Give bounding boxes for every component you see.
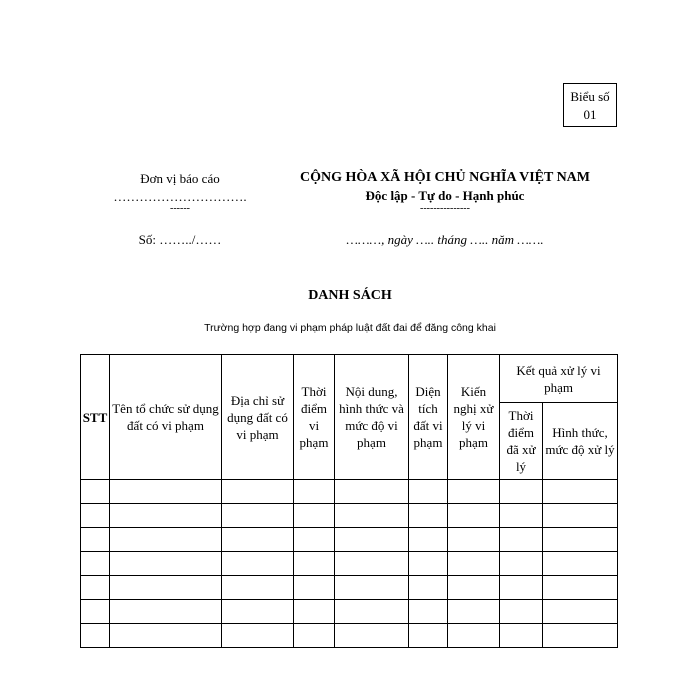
table-row (81, 576, 618, 600)
table-cell (335, 480, 409, 504)
header-stt: STT (81, 355, 110, 480)
table-cell (294, 576, 335, 600)
table-cell (222, 600, 294, 624)
table-cell (500, 528, 543, 552)
table-cell (335, 552, 409, 576)
table-cell (222, 528, 294, 552)
table-cell (81, 480, 110, 504)
table-cell (294, 504, 335, 528)
table-row (81, 600, 618, 624)
table-cell (409, 552, 448, 576)
table-cell (409, 504, 448, 528)
table-cell (543, 528, 618, 552)
table-cell (448, 504, 500, 528)
header-recommendation: Kiến nghị xử lý vi phạm (448, 355, 500, 480)
table-cell (81, 600, 110, 624)
table-row (81, 480, 618, 504)
date-line: ………, ngày ….. tháng ….. năm ……. (346, 232, 544, 247)
table-cell (110, 552, 222, 576)
header-org-address: Địa chỉ sử dụng đất có vi phạm (222, 355, 294, 480)
table-row (81, 552, 618, 576)
table-cell (409, 624, 448, 648)
table-cell (543, 600, 618, 624)
table-cell (500, 576, 543, 600)
table-cell (335, 504, 409, 528)
table-cell (294, 624, 335, 648)
table-cell (294, 600, 335, 624)
violation-table (80, 354, 618, 648)
table-cell (110, 600, 222, 624)
table-cell (81, 624, 110, 648)
table-cell (222, 480, 294, 504)
header-org-name: Tên tổ chức sử dụng đất có vi phạm (110, 355, 222, 480)
table-cell (448, 576, 500, 600)
table-cell (81, 528, 110, 552)
table-cell (110, 624, 222, 648)
unit-dots: …………………………. (113, 189, 247, 204)
header-handled-time: Thời điểm đã xử lý (500, 403, 543, 480)
table-cell (409, 528, 448, 552)
table-cell (543, 552, 618, 576)
table-cell (335, 576, 409, 600)
table-cell (294, 480, 335, 504)
report-number: Số: ……../…… (138, 232, 222, 247)
table-cell (500, 504, 543, 528)
table-cell (110, 504, 222, 528)
table-cell (222, 504, 294, 528)
table-cell (409, 480, 448, 504)
table-cell (335, 600, 409, 624)
table-cell (543, 576, 618, 600)
motto: Độc lập - Tự do - Hạnh phúc (365, 188, 525, 203)
table-cell (448, 600, 500, 624)
table-cell (500, 552, 543, 576)
table-row (81, 624, 618, 648)
table-cell (81, 504, 110, 528)
table-cell (294, 528, 335, 552)
header-result-group: Kết quả xử lý vi phạm (500, 355, 618, 403)
national-title: CỘNG HÒA XÃ HỘI CHỦ NGHĨA VIỆT NAM (299, 170, 590, 185)
table-row (81, 504, 618, 528)
table-cell (543, 480, 618, 504)
header-area: Diện tích đất vi phạm (409, 355, 448, 480)
table-cell (81, 552, 110, 576)
table-cell (448, 624, 500, 648)
document-subtitle: Trường hợp đang vi phạm pháp luật đất đai để đăng công khai (204, 322, 496, 334)
table-cell (448, 528, 500, 552)
table-cell (500, 600, 543, 624)
table-cell (335, 624, 409, 648)
table-cell (448, 552, 500, 576)
table-cell (222, 552, 294, 576)
motto-divider: --------------- (420, 203, 470, 214)
table-cell (543, 504, 618, 528)
document-title: DANH SÁCH (308, 288, 392, 303)
table-cell (81, 576, 110, 600)
header-content: Nội dung, hình thức và mức độ vi phạm (335, 355, 409, 480)
table-cell (500, 480, 543, 504)
table-cell (448, 480, 500, 504)
table-cell (222, 624, 294, 648)
table-cell (110, 480, 222, 504)
table-row (81, 528, 618, 552)
table-cell (500, 624, 543, 648)
table-cell (409, 576, 448, 600)
form-code: Biểu số 01 (570, 89, 610, 122)
table-cell (409, 600, 448, 624)
form-code-box (563, 83, 617, 127)
header-handling-form: Hình thức, mức độ xử lý (543, 403, 618, 480)
table-cell (294, 552, 335, 576)
table-cell (110, 528, 222, 552)
table-cell (543, 624, 618, 648)
table-cell (110, 576, 222, 600)
table-cell (222, 576, 294, 600)
table-cell (335, 528, 409, 552)
unit-divider: ------ (170, 203, 190, 214)
unit-label: Đơn vị báo cáo (140, 171, 220, 186)
header-violation-time: Thời điểm vi phạm (294, 355, 335, 480)
